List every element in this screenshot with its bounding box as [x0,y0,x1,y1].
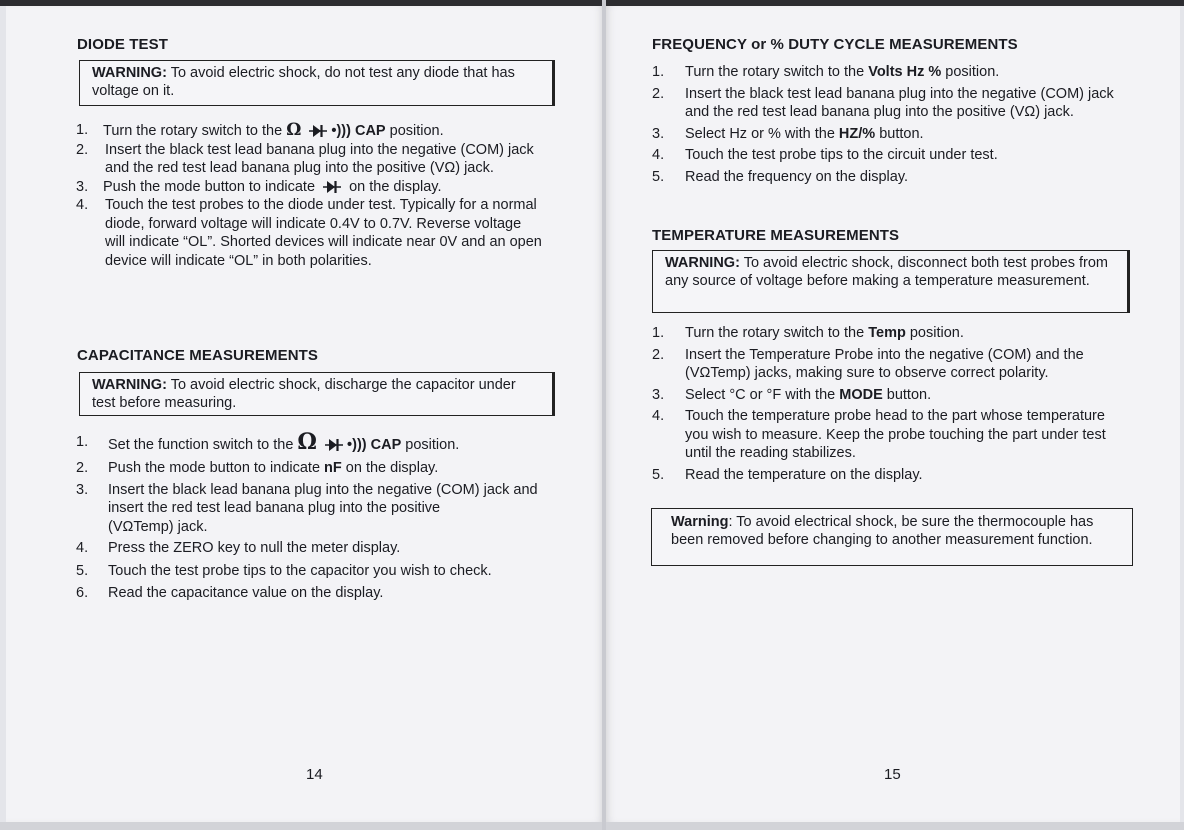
page-number: 15 [884,766,901,783]
ohm-symbol: Ω [297,429,318,455]
diode-icon [323,180,341,194]
list-item: 6. Read the capacitance value on the display. [76,585,384,601]
capacitance-warning-box [79,372,555,416]
list-item: 2. Push the mode button to indicate nF on the display. [76,460,439,476]
warning-label: WARNING: [665,255,740,271]
diode-icon [309,124,327,138]
temperature-steps [652,324,1134,484]
list-item: 2. Insert the Temperature Probe into the negative (COM) and the (VΩTemp) jacks, making sure to observe correct polarity. [652,346,1084,381]
continuity-beep-icon: •))) [331,123,351,139]
list-item: 1. Set the function switch to the Ω •))) CAP position. [76,429,460,455]
warning-text: To avoid electric shock, discharge the capacitor under test before measuring. [92,377,516,411]
page-right [606,6,1180,822]
page-number: 14 [306,766,323,783]
list-item: 3. Select Hz or % with the HZ/% button. [652,125,924,142]
warning-text: To avoid electric shock, disconnect both test probes from any source of voltage before making a temperature measurement. [665,255,1108,289]
warning-label: WARNING: [92,377,167,393]
list-item: 1. Turn the rotary switch to the Temp position. [652,325,964,341]
thermocouple-warning-box [651,508,1133,566]
list-item: 5. Read the frequency on the display. [652,168,909,185]
diode-steps [76,121,556,270]
list-item: 3. Insert the black lead banana plug into the negative (COM) jack and insert the red test lead banana plug into the positive (VΩTemp) jack. [76,481,538,535]
list-item: 5. Touch the test probe tips to the capacitor you wish to check. [76,562,492,579]
page-left [6,6,603,822]
warning-text: To avoid electric shock, do not test any diode that has voltage on it. [92,65,515,99]
frequency-heading: FREQUENCY or % DUTY CYCLE MEASUREMENTS [652,36,1018,53]
temperature-warning-box [652,250,1130,313]
diode-icon [325,438,343,452]
list-item: 3. Push the mode button to indicate on the display. [76,178,442,195]
list-item: 5. Read the temperature on the display. [652,466,923,483]
list-item: 4. Touch the temperature probe head to the part whose temperature you wish to measure. Keep the probe touching the part under test until the reading stabilizes. [652,408,1106,461]
bottom-edge [0,822,1184,830]
list-item: 4. Touch the test probes to the diode under test. Typically for a normal diode, forward voltage will indicate 0.4V to 0.7V. Reverse voltage will indicate “OL”. Shorted devices will indicate near 0V and an open device will indicate “OL” in both polarities. [76,197,542,269]
list-item: 4. Press the ZERO key to null the meter display. [76,540,401,556]
ohm-symbol: Ω [286,120,302,140]
capacitance-steps [76,430,568,603]
capacitance-heading: CAPACITANCE MEASUREMENTS [77,347,319,364]
warning-text: : To avoid electrical shock, be sure the thermocouple has been removed before changing to another measurement function. [671,514,1094,548]
list-item: 1. Turn the rotary switch to the Ω •))) CAP position. [76,120,444,140]
warning-label: Warning [671,514,729,530]
continuity-beep-icon: •))) [347,437,367,453]
warning-label: WARNING: [92,65,167,81]
list-item: 3. Select °C or °F with the MODE button. [652,386,932,403]
diode-test-heading: DIODE TEST [77,36,169,53]
diode-warning-box [79,60,555,106]
frequency-steps [652,61,1132,186]
list-item: 4. Touch the test probe tips to the circuit under test. [652,147,998,163]
list-item: 2. Insert the black test lead banana plug into the negative (COM) jack and the red test lead banana plug into the positive (VΩ) jack. [76,141,534,176]
list-item: 2. Insert the black test lead banana plug into the negative (COM) jack and the red test lead banana plug into the positive (VΩ) jack. [652,85,1114,120]
temperature-heading: TEMPERATURE MEASUREMENTS [652,227,900,244]
list-item: 1. Turn the rotary switch to the Volts Hz % position. [652,64,1000,80]
